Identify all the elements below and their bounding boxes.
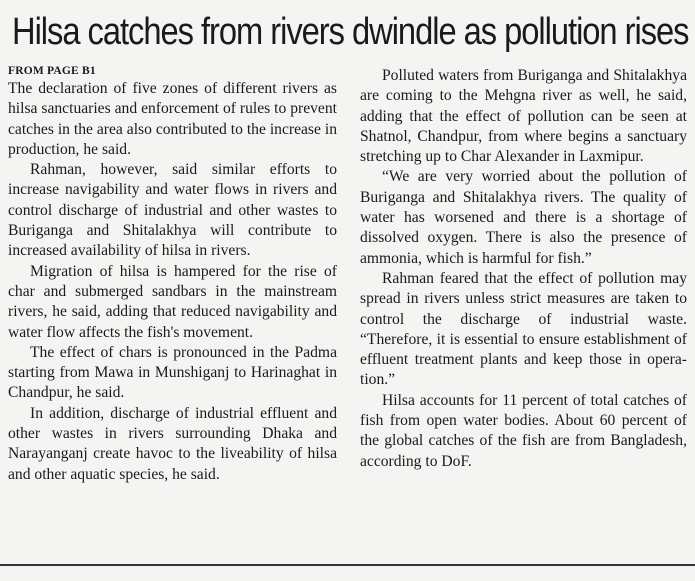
section-tag: FROM PAGE B1 xyxy=(8,65,96,77)
left-column xyxy=(8,64,337,485)
paragraph: The effect of chars is pronounced in the Padma starting from Mawa in Munshiganj to Harinaghat in Chandpur, he said. xyxy=(8,343,337,402)
paragraph: In addition, discharge of industrial effluent and other wastes in rivers surrounding Dhaka and Narayanganj create havoc to the liveability of hilsa and other aquatic species, he said. xyxy=(8,404,337,483)
bottom-rule xyxy=(0,564,695,566)
paragraph: The declaration of five zones of different rivers as hilsa sanctuaries and enforcement of rules to prevent catches in the area also contributed to the increase in production, he said. xyxy=(8,80,337,158)
right-column xyxy=(360,66,687,472)
paragraph: Rahman feared that the effect of pollution may spread in rivers unless strict measures are taken to control the discharge of industrial waste. “Therefore, it is essential to ensure establishment of effluent treatment plants and keep those in operation.” xyxy=(360,269,687,389)
paragraph: Hilsa accounts for 11 percent of total catches of fish from open water bodies. About 60 percent of the global catches of the fish are from Bangladesh, according to DoF. xyxy=(360,391,687,470)
paragraph: Polluted waters from Buriganga and Shitalakhya are coming to the Mehgna river as well, he said, adding that the effect of pollution can be seen at Shatnol, Chandpur, from where begins a sanctuary stretching up to Char Alexander in Laxmipur. xyxy=(360,67,687,166)
paragraph: Rahman, however, said similar efforts to increase navigability and water flows in rivers and control discharge of industrial and other wastes to Buriganga and Shitalakhya will contribute to increased availability of hilsa in rivers. xyxy=(8,161,337,260)
article-body xyxy=(8,64,687,544)
paragraph: Migration of hilsa is hampered for the rise of char and submerged sandbars in the mainstream rivers, he said, adding that reduced navigability and water flow affects the fish's movement. xyxy=(8,262,337,341)
headline: Hilsa catches from rivers dwindle as pollution rises xyxy=(12,11,689,53)
paragraph: “We are very worried about the pollution of Buriganga and Shitalakhya rivers. The quality of water has worsened and there is a shortage of dissolved oxygen. There is also the presence of ammonia, which is harmful for fish.” xyxy=(360,168,687,267)
